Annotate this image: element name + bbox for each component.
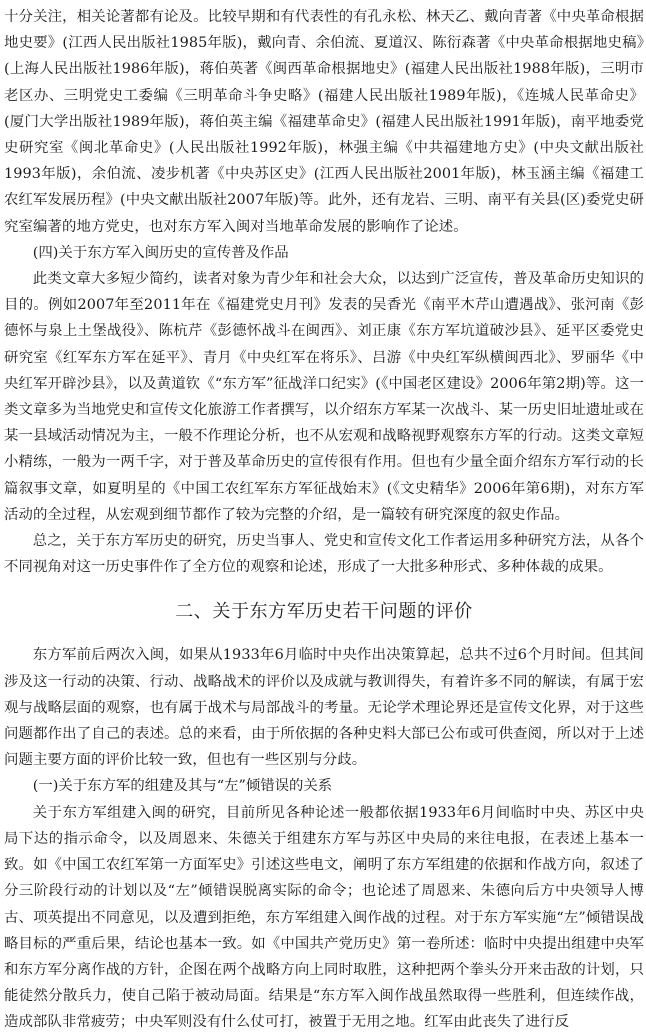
body-paragraph: 此类文章大多短少简约，读者对象为青少年和社会大众，以达到广泛宣传，普及革命历史知识的目的。例如2007年至2011年在《福建党史月刊》发表的吴香光《南平木芹山遭遇战》、张河南《彭德怀与泉上土堡战役》、陈杭芹《彭德怀战斗在闽西》、刘正康《东方军坑道破沙县》、延平区委党史研究室《红军东方军在延平》、青月《中央红军在将乐》、吕游《中央红军纵横闽西北》、罗丽华《中央红军开辟沙县》，以及黄道钦《“东方军”征战洋口纪实》(《中国老区建设》2006年第2期)等。这一类文章多为当地党史和宣传文化旅游工作者撰写，以介绍东方军某一次战斗、某一历史旧址遗址或在某一县域活动情况为主，一般不作理论分析，也不从宏观和战略视野观察东方军的行动。这类文章短小精练，一般为一两千字，对于普及革命历史的宣传很有作用。但也有少量全面介绍东方军行动的长篇叙事文章，如夏明星的《中国工农红军东方军征战始末》(《文史精华》2006年第6期)，对东方军活动的全过程，从宏观到细节都作了较为完整的介绍，是一篇较有研究深度的叙史作品。	[4, 271, 644, 523]
section-heading: 二、关于东方军历史若干问题的评价	[175, 601, 473, 623]
subsection-heading: (一)关于东方军的组建及其与“左”倾错误的关系	[32, 778, 333, 795]
body-paragraph: 关于东方军组建入闽的研究，目前所见各种论述一般都依据1933年6月间临时中央、苏区中央局下达的指示命令，以及周恩来、朱德关于组建东方军与苏区中央局的来往电报，在表述上基本一致。如《中国工农红军第一方面军史》引述这些电文，阐明了东方军组建的依据和作战方向，叙述了分三阶段行动的计划以及“左”倾错误脱离实际的命令；也论述了周恩来、朱德向后方中央领导人博古、项英提出不同意见，以及遭到拒绝，东方军组建入闽作战的过程。对于东方军实施“左”倾错误战略目标的严重后果，结论也基本一致。如《中国共产党历史》第一卷所述：临时中央提出组建中央军和东方军分离作战的方针，企图在两个战略方向上同时取胜，这种把两个拳头分开来击敌的计划，只能徒然分散兵力，使自己陷于被动局面。结果是“东方军入闽作战虽然取得一些胜利，但连续作战，造成部队非常疲劳；中央军则没有什么仗可打，被置于无用之地。红军由此丧失了进行反	[4, 804, 644, 1031]
body-paragraph: 东方军前后两次入闽，如果从1933年6月临时中央作出决策算起，总共不过6个月时间。但其间涉及这一行动的决策、行动、战略战术的评价以及成就与教训得失，有着许多不同的解读，有属于宏观与战略层面的观察，也有属于战术与局部战斗的考量。无论学术理论界还是宣传文化界，对于这些问题都作出了自己的表述。总的来看，由于所依据的各种史料大部已公布或可供查阅，所以对于上述问题主要方面的评价比较一致，但也有一些区别与分歧。	[4, 647, 644, 769]
body-paragraph: 十分关注，相关论著都有论及。比较早期和有代表性的有孔永松、林天乙、戴向青著《中央革命根据地史要》(江西人民出版社1985年版)，戴向青、余伯流、夏道汉、陈衍森著《中央革命根据地史稿》(上海人民出版社1986年版)，蒋伯英著《闽西革命根据地史》(福建人民出版社1988年版)，三明市老区办、三明党史工委编《三明革命斗争史略》(福建人民出版社1989年版)，《连城人民革命史》(厦门大学出版社1989年版)，蒋伯英主编《福建革命史》(福建人民出版社1991年版)，南平地委党史研究室《闽北革命史》(人民出版社1992年版)，林强主编《中共福建地方史》(中央文献出版社1993年版)，余伯流、凌步机著《中央苏区史》(江西人民出版社2001年版)，林玉涵主编《福建工农红军发展历程》(中央文献出版社2007年版)等。此外，还有龙岩、三明、南平有关县(区)委党史研究室编著的地方党史，也对东方军入闽对当地革命发展的影响作了论述。	[4, 9, 644, 235]
document-page	[4, 4, 644, 1031]
summary-paragraph: 总之，关于东方军历史的研究，历史当事人、党史和宣传文化工作者运用多种研究方法，从各个不同视角对这一历史事件作了全方位的观察和论述，形成了一大批多种形式、多种体裁的成果。	[4, 533, 644, 576]
subsection-heading: (四)关于东方军入闽历史的宣传普及作品	[32, 244, 289, 261]
